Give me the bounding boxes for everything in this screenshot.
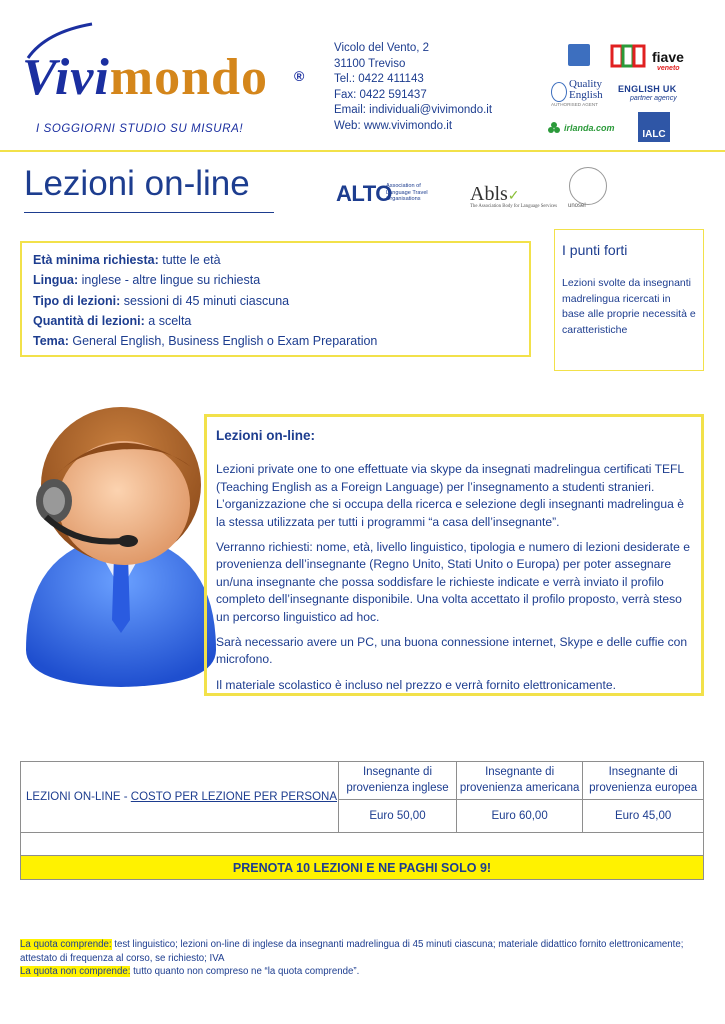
price-table-label bbox=[21, 762, 339, 833]
main-paragraph-1: Lezioni private one to one effettuate via skype da insegnati madrelingua certificati TEFL (Teaching English as a Foreign Language) per l’insegnamento a studenti stranieri. L’organizzazione che si occupa della ricerca e selezione degli insegnanti madrelingua è la stessa utilizzata per tutti i programmi “a casa dell’insegnante”. bbox=[216, 462, 684, 529]
info-tema-value: General English, Business English o Exam Preparation bbox=[68, 334, 378, 349]
abls-logo bbox=[470, 183, 557, 209]
unosel-emblem-icon bbox=[569, 167, 607, 205]
main-paragraph-4: Il materiale scolastico è incluso nel prezzo e verrà fornito elettronicamente. bbox=[216, 677, 616, 692]
footer-notes bbox=[20, 938, 710, 979]
footer-comprende-label: La quota comprende: bbox=[20, 939, 112, 950]
quality-english-sub: AUTHORISED AGENT bbox=[551, 102, 598, 107]
brand-name-part2: mondo bbox=[109, 49, 268, 106]
price-header-europea: Insegnante di provenienza europea bbox=[583, 762, 704, 800]
punti-forti-box bbox=[554, 229, 704, 371]
info-tipo-value: sessioni di 45 minuti ciascuna bbox=[120, 293, 290, 308]
abls-check-icon: ✓ bbox=[507, 189, 520, 204]
price-label-b: COSTO PER LEZIONE PER PERSONA bbox=[130, 791, 337, 803]
fiavep-logo-icon bbox=[610, 44, 646, 68]
info-tipo-label: Tipo di lezioni: bbox=[33, 293, 121, 308]
info-quantita-value: a scelta bbox=[144, 313, 192, 328]
price-table bbox=[20, 761, 704, 880]
info-quantita bbox=[33, 311, 518, 331]
price-label-a: LEZIONI ON-LINE - bbox=[26, 791, 131, 803]
alto-sub: Association of Language Travel Organisations bbox=[386, 183, 428, 203]
footer-non-comprende-text: tutto quanto non compreso ne “la quota comprende”. bbox=[130, 966, 360, 978]
promo-banner: PRENOTA 10 LEZIONI E NE PAGHI SOLO 9! bbox=[21, 856, 704, 880]
price-table-row bbox=[21, 856, 704, 880]
contact-web[interactable]: Web: www.vivimondo.it bbox=[334, 119, 453, 132]
alto-text: ALTO bbox=[336, 181, 392, 206]
info-lingua bbox=[33, 270, 518, 290]
info-eta bbox=[33, 250, 518, 270]
price-value-europea: Euro 45,00 bbox=[583, 799, 704, 832]
punti-forti-title: I punti forti bbox=[562, 242, 628, 258]
contact-city: 31100 Treviso bbox=[334, 57, 406, 70]
registered-mark: ® bbox=[294, 68, 305, 84]
footer-comprende bbox=[20, 938, 710, 965]
price-header-americana: Insegnante di provenienza americana bbox=[456, 762, 582, 800]
contact-block bbox=[334, 41, 492, 135]
info-lingua-label: Lingua: bbox=[33, 273, 79, 288]
info-eta-value: tutte le età bbox=[158, 253, 221, 267]
title-underline bbox=[24, 212, 274, 213]
info-eta-label: Età minima richiesta: bbox=[33, 253, 159, 267]
header-divider bbox=[0, 150, 725, 152]
ialc-logo: IALC bbox=[638, 112, 670, 142]
unosel-text: unosel bbox=[568, 203, 586, 209]
fiave-sub: veneto bbox=[657, 65, 680, 72]
abls-text: Abls bbox=[470, 183, 508, 205]
quality-english-text: Quality English bbox=[569, 78, 603, 101]
page-title: Lezioni on-line bbox=[24, 164, 250, 203]
contact-tel: Tel.: 0422 411143 bbox=[334, 73, 424, 86]
price-value-inglese: Euro 50,00 bbox=[339, 799, 457, 832]
main-description-box bbox=[204, 414, 704, 696]
irlanda-text: irlanda.com bbox=[564, 123, 615, 133]
english-uk-sub: partner agency bbox=[630, 95, 677, 102]
english-uk-text: ENGLISH UK bbox=[618, 84, 677, 94]
quality-english-emblem-icon bbox=[551, 82, 567, 102]
info-quantita-label: Quantità di lezioni: bbox=[33, 313, 145, 328]
partner-square-logo-icon bbox=[568, 44, 590, 66]
course-info-box bbox=[20, 241, 531, 357]
info-tema bbox=[33, 331, 518, 351]
price-table-row bbox=[21, 762, 704, 800]
main-heading: Lezioni on-line: bbox=[216, 428, 315, 443]
contact-fax: Fax: 0422 591437 bbox=[334, 88, 427, 101]
brand-name bbox=[22, 49, 268, 106]
contact-email[interactable]: Email: individuali@vivimondo.it bbox=[334, 104, 493, 117]
irlanda-shamrock-icon bbox=[547, 121, 561, 135]
price-table-spacer bbox=[21, 833, 704, 856]
punti-forti-text: Lezioni svolte da insegnanti madrelingua ricercati in base alle proprie necessità e caratteristiche bbox=[562, 277, 696, 336]
price-value-americana: Euro 60,00 bbox=[456, 799, 582, 832]
footer-comprende-text: test linguistico; lezioni on-line di inglese da insegnanti madrelingua di 45 minuti ciascuna; materiale didattico fornito elettronicamente; attestato di frequenza al corso, se richiesto; IVA bbox=[20, 939, 684, 964]
contact-address: Vicolo del Vento, 2 bbox=[334, 42, 430, 54]
info-tipo bbox=[33, 291, 518, 311]
headset-avatar-icon bbox=[16, 405, 226, 695]
brand-name-part1: Vivi bbox=[22, 49, 110, 106]
brand-tagline: I SOGGIORNI STUDIO SU MISURA! bbox=[36, 123, 244, 135]
footer-non-comprende-label: La quota non comprende: bbox=[20, 966, 131, 978]
alto-logo bbox=[336, 181, 428, 207]
info-tema-label: Tema: bbox=[33, 334, 69, 349]
main-paragraph-2: Verranno richiesti: nome, età, livello linguistico, tipologia e numero di lezioni desiderate e provenienza dell’insegnante (Regno Unito, Stati Unito o Europa) per poter assegnare un/una insegnante che possa soddisfare le richieste indicate e verrà inviato il profilo completo dell’insegnante disponibile. Una volta accettato il profilo proposto, verrà steso un percorso linguistico ad hoc. bbox=[216, 540, 690, 624]
info-lingua-value: inglese - altre lingue su richiesta bbox=[78, 273, 261, 288]
footer-non-comprende bbox=[20, 965, 710, 979]
main-paragraph-3: Sarà necessario avere un PC, una buona connessione internet, Skype e delle cuffie con microfono. bbox=[216, 635, 688, 667]
abls-sub: The Association Body for Language Services bbox=[470, 204, 557, 209]
price-table-row bbox=[21, 833, 704, 856]
fiave-text: fiave bbox=[652, 49, 684, 65]
brand-logo bbox=[22, 22, 317, 142]
price-header-inglese: Insegnante di provenienza inglese bbox=[339, 762, 457, 800]
